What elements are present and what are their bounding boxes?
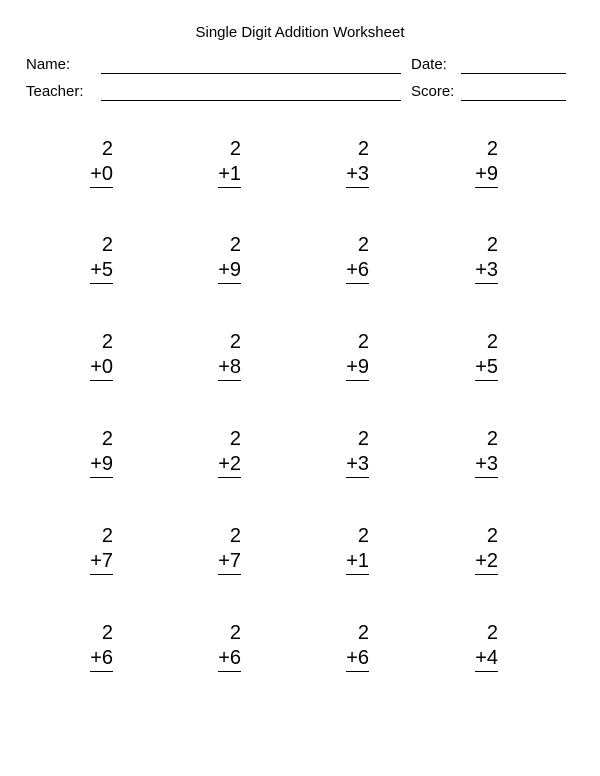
problem-15	[299, 427, 369, 478]
problem-addend: +5	[90, 258, 113, 284]
problem-top-number: 2	[229, 234, 241, 256]
problem-top-number: 2	[101, 525, 113, 547]
problem-top-number: 2	[101, 428, 113, 450]
problem-8	[428, 233, 498, 284]
problem-addend: +9	[90, 452, 113, 478]
name-line[interactable]	[101, 73, 401, 74]
score-line[interactable]	[461, 100, 566, 101]
problem-top-number: 2	[486, 428, 498, 450]
problem-addend: +4	[475, 646, 498, 672]
problem-19	[299, 524, 369, 575]
problem-addend: +6	[346, 258, 369, 284]
problem-top-number: 2	[229, 331, 241, 353]
problem-addend: +0	[90, 162, 113, 188]
problem-top-number: 2	[357, 331, 369, 353]
problem-addend: +0	[90, 355, 113, 381]
problem-addend: +7	[90, 549, 113, 575]
problem-top-number: 2	[229, 138, 241, 160]
problem-14	[171, 427, 241, 478]
teacher-line[interactable]	[101, 100, 401, 101]
problem-addend: +3	[346, 162, 369, 188]
date-line[interactable]	[461, 73, 566, 74]
problem-top-number: 2	[486, 525, 498, 547]
problem-1	[43, 137, 113, 188]
problem-top-number: 2	[229, 525, 241, 547]
problem-7	[299, 233, 369, 284]
problem-top-number: 2	[229, 428, 241, 450]
problem-top-number: 2	[101, 138, 113, 160]
problem-5	[43, 233, 113, 284]
problem-top-number: 2	[357, 525, 369, 547]
problem-16	[428, 427, 498, 478]
problem-top-number: 2	[486, 138, 498, 160]
problem-10	[171, 330, 241, 381]
problem-23	[299, 621, 369, 672]
problem-17	[43, 524, 113, 575]
problem-addend: +3	[475, 258, 498, 284]
problem-2	[171, 137, 241, 188]
problem-4	[428, 137, 498, 188]
problem-24	[428, 621, 498, 672]
problem-addend: +1	[346, 549, 369, 575]
problem-addend: +9	[218, 258, 241, 284]
problem-top-number: 2	[486, 622, 498, 644]
problem-addend: +3	[346, 452, 369, 478]
problem-addend: +6	[90, 646, 113, 672]
worksheet-title: Single Digit Addition Worksheet	[195, 24, 405, 41]
teacher-label: Teacher:	[26, 83, 84, 100]
problem-top-number: 2	[357, 428, 369, 450]
problem-addend: +2	[218, 452, 241, 478]
problem-21	[43, 621, 113, 672]
problem-18	[171, 524, 241, 575]
problem-addend: +1	[218, 162, 241, 188]
problem-top-number: 2	[486, 234, 498, 256]
problem-12	[428, 330, 498, 381]
problem-top-number: 2	[357, 622, 369, 644]
problem-22	[171, 621, 241, 672]
problem-top-number: 2	[101, 234, 113, 256]
problem-top-number: 2	[357, 138, 369, 160]
problem-addend: +8	[218, 355, 241, 381]
score-label: Score:	[411, 83, 455, 100]
problem-addend: +9	[475, 162, 498, 188]
problem-top-number: 2	[486, 331, 498, 353]
problem-6	[171, 233, 241, 284]
problem-addend: +7	[218, 549, 241, 575]
problem-3	[299, 137, 369, 188]
problem-top-number: 2	[101, 331, 113, 353]
problem-addend: +2	[475, 549, 498, 575]
problem-addend: +6	[218, 646, 241, 672]
problem-13	[43, 427, 113, 478]
problem-top-number: 2	[357, 234, 369, 256]
problem-addend: +5	[475, 355, 498, 381]
problem-top-number: 2	[101, 622, 113, 644]
problem-addend: +9	[346, 355, 369, 381]
problem-top-number: 2	[229, 622, 241, 644]
problem-addend: +6	[346, 646, 369, 672]
problem-20	[428, 524, 498, 575]
problem-addend: +3	[475, 452, 498, 478]
problem-11	[299, 330, 369, 381]
date-label: Date:	[411, 56, 447, 73]
problem-9	[43, 330, 113, 381]
name-label: Name:	[26, 56, 71, 73]
